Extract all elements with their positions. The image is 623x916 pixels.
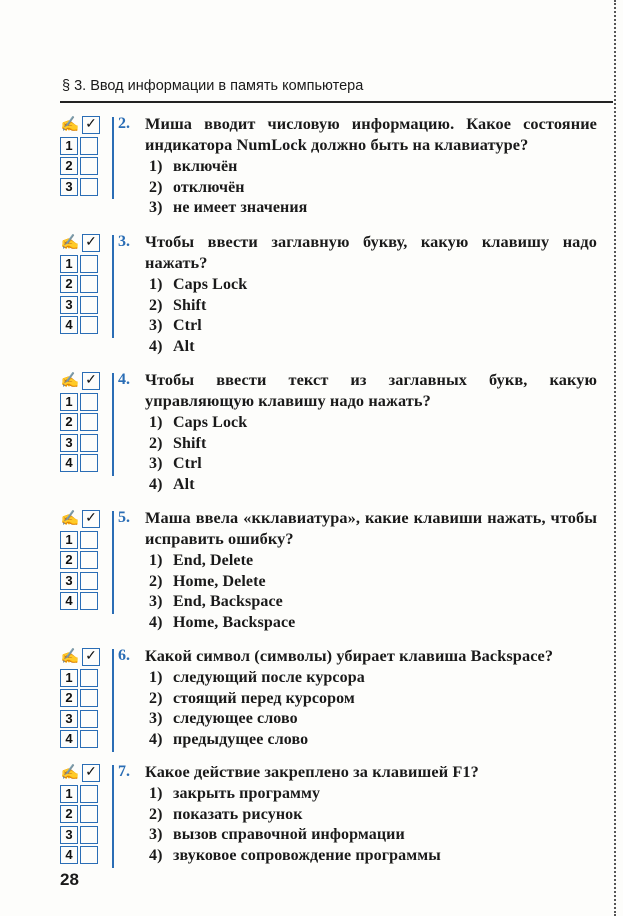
answer-number-box: 3 [60, 296, 78, 314]
check-cell: ✓ [82, 648, 100, 666]
block-divider [112, 649, 114, 752]
answer-option: 2) отключён [149, 178, 245, 196]
answer-number-box: 4 [60, 316, 78, 334]
answer-cell[interactable] [80, 689, 98, 707]
pencil-icon: ✍ [60, 372, 80, 389]
answer-cell[interactable] [80, 551, 98, 569]
answer-cell[interactable] [80, 669, 98, 687]
question-text: Чтобы ввести текст из заглавных букв, какую управляющую клавишу надо нажать? [145, 370, 597, 410]
answer-option: 1) включён [149, 158, 238, 175]
answer-option: 1) следующий после курсора [149, 669, 365, 686]
answer-boxes [60, 763, 105, 866]
question-number: 7. [118, 763, 130, 780]
answer-cell[interactable] [80, 805, 98, 823]
answer-cell[interactable] [80, 393, 98, 411]
check-cell: ✓ [82, 764, 100, 782]
page-number: 28 [60, 870, 79, 889]
answer-boxes [60, 233, 105, 336]
answer-number-box: 3 [60, 178, 78, 196]
check-cell: ✓ [82, 372, 100, 390]
answer-cell[interactable] [80, 826, 98, 844]
block-divider [112, 235, 114, 338]
pencil-icon: ✍ [60, 510, 80, 527]
answer-option: 1) End, Delete [149, 552, 254, 569]
question-text: Какое действие закреплено за клавишей F1? [145, 762, 479, 781]
answer-option: 2) Shift [149, 296, 207, 314]
question-number: 2. [118, 115, 130, 132]
answer-boxes [60, 509, 105, 612]
answer-number-box: 2 [60, 275, 78, 293]
block-divider [112, 765, 114, 868]
check-cell: ✓ [82, 234, 100, 252]
answer-cell[interactable] [80, 592, 98, 610]
answer-cell[interactable] [80, 316, 98, 334]
answer-cell[interactable] [80, 454, 98, 472]
pencil-icon: ✍ [60, 234, 80, 251]
answer-boxes [60, 371, 105, 474]
answer-cell[interactable] [80, 157, 98, 175]
answer-number-box: 4 [60, 846, 78, 864]
options-list [145, 413, 597, 495]
answer-option: 4) Alt [149, 475, 195, 493]
answer-option: 1) Caps Lock [149, 276, 248, 293]
answer-option: 4) предыдущее слово [149, 730, 309, 748]
answer-number-box: 1 [60, 669, 78, 687]
answer-number-box: 4 [60, 592, 78, 610]
answer-number-box: 3 [60, 826, 78, 844]
answer-number-box: 2 [60, 157, 78, 175]
answer-cell[interactable] [80, 572, 98, 590]
answer-number-box: 2 [60, 689, 78, 707]
question-text: Маша ввела «кклавиатура», какие клавиши нажать, чтобы исправить ошибку? [145, 508, 597, 548]
question-number: 5. [118, 509, 130, 526]
answer-number-box: 1 [60, 255, 78, 273]
answer-cell[interactable] [80, 730, 98, 748]
answer-number-box: 4 [60, 730, 78, 748]
answer-option: 3) следующее слово [149, 710, 298, 727]
answer-option: 3) Ctrl [149, 317, 202, 334]
options-list [145, 551, 597, 633]
answer-option: 3) End, Backspace [149, 593, 283, 610]
answer-option: 1) закрыть программу [149, 785, 321, 802]
answer-cell[interactable] [80, 275, 98, 293]
answer-option: 1) Caps Lock [149, 414, 248, 431]
answer-cell[interactable] [80, 255, 98, 273]
answer-cell[interactable] [80, 137, 98, 155]
answer-number-box: 3 [60, 434, 78, 452]
question-text: Какой символ (символы) убирает клавиша Backspace? [145, 646, 554, 665]
question-number: 3. [118, 233, 130, 250]
answer-cell[interactable] [80, 413, 98, 431]
answer-option: 3) не имеет значения [149, 199, 308, 216]
pencil-icon: ✍ [60, 116, 80, 133]
question-number: 4. [118, 371, 130, 388]
pencil-icon: ✍ [60, 648, 80, 665]
question-number: 6. [118, 647, 130, 664]
answer-boxes [60, 115, 105, 197]
section-header: § 3. Ввод информации в память компьютера [62, 78, 364, 94]
header-rule [60, 101, 613, 103]
block-divider [112, 511, 114, 614]
options-list [145, 275, 597, 357]
answer-option: 2) Home, Delete [149, 572, 266, 590]
answer-number-box: 2 [60, 413, 78, 431]
answer-option: 3) вызов справочной информации [149, 826, 405, 843]
answer-number-box: 1 [60, 393, 78, 411]
answer-cell[interactable] [80, 531, 98, 549]
options-list [145, 157, 597, 219]
answer-number-box: 1 [60, 531, 78, 549]
answer-option: 4) звуковое сопровождение программы [149, 846, 441, 864]
answer-option: 2) показать рисунок [149, 805, 303, 823]
answer-option: 3) Ctrl [149, 455, 202, 472]
answer-cell[interactable] [80, 710, 98, 728]
page-edge-dotted-line [614, 0, 616, 916]
question-text: Чтобы ввести заглавную букву, какую клавишу надо нажать? [145, 232, 597, 272]
answer-number-box: 1 [60, 137, 78, 155]
answer-option: 4) Home, Backspace [149, 613, 296, 631]
answer-option: 4) Alt [149, 337, 195, 355]
question-text: Миша вводит числовую информацию. Какое состояние индикатора NumLock должно быть на клавиатуре? [145, 114, 597, 154]
pencil-icon: ✍ [60, 764, 80, 781]
options-list [145, 784, 597, 866]
answer-cell[interactable] [80, 846, 98, 864]
answer-option: 2) стоящий перед курсором [149, 689, 355, 707]
block-divider [112, 117, 114, 199]
check-cell: ✓ [82, 116, 100, 134]
answer-cell[interactable] [80, 178, 98, 196]
options-list [145, 668, 597, 750]
answer-number-box: 1 [60, 785, 78, 803]
answer-boxes [60, 647, 105, 750]
answer-number-box: 2 [60, 805, 78, 823]
answer-number-box: 2 [60, 551, 78, 569]
answer-number-box: 4 [60, 454, 78, 472]
block-divider [112, 373, 114, 476]
answer-cell[interactable] [80, 434, 98, 452]
answer-cell[interactable] [80, 785, 98, 803]
answer-number-box: 3 [60, 572, 78, 590]
answer-number-box: 3 [60, 710, 78, 728]
check-cell: ✓ [82, 510, 100, 528]
answer-cell[interactable] [80, 296, 98, 314]
answer-option: 2) Shift [149, 434, 207, 452]
